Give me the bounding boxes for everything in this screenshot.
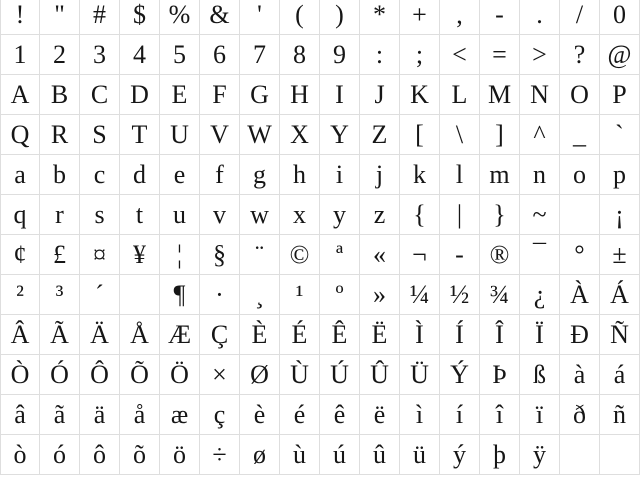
glyph-cell[interactable]: y [320,195,360,235]
glyph-cell[interactable]: & [200,0,240,35]
glyph-cell[interactable]: 8 [280,35,320,75]
glyph-cell[interactable]: " [40,0,80,35]
glyph-cell[interactable]: ù [280,435,320,475]
glyph-cell[interactable]: V [200,115,240,155]
glyph-cell[interactable] [560,435,600,475]
glyph-cell[interactable]: È [240,315,280,355]
glyph-cell[interactable]: r [40,195,80,235]
glyph-cell[interactable]: ± [600,235,640,275]
glyph-cell[interactable]: é [280,395,320,435]
glyph-cell[interactable]: ^ [520,115,560,155]
glyph-cell[interactable]: × [200,355,240,395]
glyph-cell[interactable]: É [280,315,320,355]
glyph-cell[interactable]: ® [480,235,520,275]
glyph-cell[interactable]: = [480,35,520,75]
glyph-cell[interactable]: h [280,155,320,195]
glyph-cell[interactable]: p [600,155,640,195]
glyph-cell[interactable]: ä [80,395,120,435]
glyph-cell[interactable]: Ò [0,355,40,395]
glyph-cell[interactable]: m [480,155,520,195]
glyph-cell[interactable]: ( [280,0,320,35]
glyph-cell[interactable]: ³ [40,275,80,315]
glyph-cell[interactable]: H [280,75,320,115]
glyph-cell[interactable]: 5 [160,35,200,75]
glyph-cell[interactable]: © [280,235,320,275]
glyph-cell[interactable]: Ô [80,355,120,395]
glyph-cell[interactable]: ¾ [480,275,520,315]
glyph-cell[interactable]: 3 [80,35,120,75]
glyph-cell[interactable]: > [520,35,560,75]
glyph-cell[interactable]: : [360,35,400,75]
glyph-cell[interactable]: ] [480,115,520,155]
glyph-cell[interactable]: # [80,0,120,35]
glyph-cell[interactable]: â [0,395,40,435]
glyph-cell[interactable]: ã [40,395,80,435]
glyph-cell[interactable]: Æ [160,315,200,355]
glyph-cell[interactable]: Î [480,315,520,355]
glyph-row [0,115,640,155]
glyph-cell[interactable]: Y [320,115,360,155]
glyph-row [0,0,640,35]
glyph-cell[interactable]: * [360,0,400,35]
glyph-cell[interactable]: W [240,115,280,155]
glyph-cell[interactable]: + [400,0,440,35]
glyph-cell[interactable]: ê [320,395,360,435]
glyph-row [0,75,640,115]
glyph-cell[interactable]: { [400,195,440,235]
glyph-cell[interactable]: Ä [80,315,120,355]
glyph-cell[interactable]: l [440,155,480,195]
glyph-cell[interactable]: R [40,115,80,155]
glyph-row [0,315,640,355]
glyph-cell[interactable]: Ó [40,355,80,395]
glyph-cell[interactable]: Û [360,355,400,395]
glyph-cell[interactable]: Ø [240,355,280,395]
glyph-cell[interactable]: ò [0,435,40,475]
glyph-cell[interactable]: S [80,115,120,155]
glyph-cell[interactable]: d [120,155,160,195]
glyph-cell[interactable]: ¦ [160,235,200,275]
glyph-cell[interactable]: Ð [560,315,600,355]
glyph-cell[interactable]: M [480,75,520,115]
glyph-cell[interactable]: ¸ [240,275,280,315]
glyph-cell[interactable]: . [520,0,560,35]
glyph-cell[interactable]: ¤ [80,235,120,275]
glyph-cell[interactable]: ¶ [160,275,200,315]
glyph-cell[interactable]: ô [80,435,120,475]
glyph-cell[interactable]: ü [400,435,440,475]
glyph-cell[interactable]: ÷ [200,435,240,475]
glyph-cell[interactable]: ñ [600,395,640,435]
glyph-cell[interactable]: K [400,75,440,115]
glyph-row [0,395,640,435]
glyph-cell[interactable]: · [200,275,240,315]
glyph-cell[interactable]: À [560,275,600,315]
glyph-cell[interactable]: Ö [160,355,200,395]
glyph-cell[interactable]: P [600,75,640,115]
glyph-cell[interactable]: w [240,195,280,235]
glyph-cell[interactable]: ö [160,435,200,475]
glyph-cell[interactable]: E [160,75,200,115]
glyph-cell[interactable]: t [120,195,160,235]
glyph-cell[interactable]: a [0,155,40,195]
glyph-cell[interactable]: X [280,115,320,155]
glyph-row [0,35,640,75]
glyph-cell[interactable]: è [240,395,280,435]
glyph-row [0,435,640,475]
glyph-cell[interactable]: ª [320,235,360,275]
glyph-cell[interactable]: _ [560,115,600,155]
glyph-cell[interactable]: Õ [120,355,160,395]
glyph-cell[interactable]: o [560,155,600,195]
glyph-cell[interactable]: Í [440,315,480,355]
glyph-cell[interactable]: ! [0,0,40,35]
glyph-cell[interactable]: ï [520,395,560,435]
glyph-cell[interactable] [600,435,640,475]
glyph-cell[interactable]: Ç [200,315,240,355]
glyph-cell[interactable]: á [600,355,640,395]
glyph-cell[interactable]: I [320,75,360,115]
glyph-cell[interactable]: ç [200,395,240,435]
glyph-cell[interactable]: ~ [520,195,560,235]
glyph-cell[interactable]: Â [0,315,40,355]
glyph-cell[interactable]: ß [520,355,560,395]
glyph-cell[interactable]: ` [600,115,640,155]
glyph-row [0,195,640,235]
glyph-cell[interactable] [560,195,600,235]
glyph-cell[interactable]: A [0,75,40,115]
glyph-cell[interactable]: , [440,0,480,35]
glyph-cell[interactable]: ¨ [240,235,280,275]
glyph-cell[interactable]: Q [0,115,40,155]
glyph-cell[interactable]: ÿ [520,435,560,475]
glyph-cell[interactable]: Ë [360,315,400,355]
glyph-cell[interactable]: ´ [80,275,120,315]
glyph-cell[interactable]: - [440,235,480,275]
glyph-cell[interactable]: - [480,0,520,35]
glyph-cell[interactable]: ú [320,435,360,475]
glyph-cell[interactable]: û [360,435,400,475]
glyph-cell[interactable]: N [520,75,560,115]
glyph-cell[interactable]: x [280,195,320,235]
glyph-cell[interactable]: ? [560,35,600,75]
glyph-cell[interactable]: 4 [120,35,160,75]
glyph-cell[interactable]: c [80,155,120,195]
glyph-cell[interactable]: F [200,75,240,115]
glyph-cell[interactable]: i [320,155,360,195]
glyph-cell[interactable]: ¿ [520,275,560,315]
glyph-cell[interactable]: D [120,75,160,115]
glyph-cell[interactable]: B [40,75,80,115]
glyph-cell[interactable]: Ý [440,355,480,395]
glyph-cell[interactable]: ² [0,275,40,315]
glyph-cell[interactable]: b [40,155,80,195]
glyph-cell[interactable]: ó [40,435,80,475]
glyph-cell[interactable]: J [360,75,400,115]
glyph-cell[interactable]: ¡ [600,195,640,235]
glyph-cell[interactable]: ½ [440,275,480,315]
glyph-cell[interactable] [120,275,160,315]
glyph-cell[interactable]: ë [360,395,400,435]
glyph-cell[interactable]: Ú [320,355,360,395]
glyph-cell[interactable]: Ã [40,315,80,355]
glyph-cell[interactable]: G [240,75,280,115]
glyph-cell[interactable]: å [120,395,160,435]
glyph-cell[interactable]: » [360,275,400,315]
glyph-cell[interactable]: ¹ [280,275,320,315]
glyph-cell[interactable]: 9 [320,35,360,75]
glyph-cell[interactable]: í [440,395,480,435]
glyph-cell[interactable]: U [160,115,200,155]
glyph-cell[interactable]: n [520,155,560,195]
glyph-cell[interactable]: k [400,155,440,195]
glyph-row [0,155,640,195]
glyph-row [0,235,640,275]
glyph-cell[interactable]: u [160,195,200,235]
glyph-cell[interactable]: < [440,35,480,75]
glyph-cell[interactable]: Ì [400,315,440,355]
glyph-cell[interactable]: ý [440,435,480,475]
glyph-cell[interactable]: « [360,235,400,275]
glyph-cell[interactable]: ¬ [400,235,440,275]
glyph-cell[interactable]: õ [120,435,160,475]
glyph-cell[interactable]: ¼ [400,275,440,315]
glyph-cell[interactable]: O [560,75,600,115]
glyph-cell[interactable]: 1 [0,35,40,75]
glyph-cell[interactable]: Ü [400,355,440,395]
glyph-cell[interactable]: $ [120,0,160,35]
glyph-cell[interactable]: j [360,155,400,195]
glyph-cell[interactable]: } [480,195,520,235]
glyph-cell[interactable]: ð [560,395,600,435]
glyph-cell[interactable]: 2 [40,35,80,75]
glyph-cell[interactable]: q [0,195,40,235]
glyph-cell[interactable]: ; [400,35,440,75]
glyph-cell[interactable]: g [240,155,280,195]
glyph-cell[interactable]: / [560,0,600,35]
glyph-cell[interactable]: [ [400,115,440,155]
glyph-cell[interactable]: f [200,155,240,195]
glyph-cell[interactable]: ) [320,0,360,35]
glyph-cell[interactable]: ¢ [0,235,40,275]
glyph-cell[interactable]: | [440,195,480,235]
glyph-cell[interactable]: Ï [520,315,560,355]
glyph-row [0,275,640,315]
glyph-cell[interactable]: ' [240,0,280,35]
glyph-cell[interactable]: ¥ [120,235,160,275]
glyph-cell[interactable]: @ [600,35,640,75]
glyph-cell[interactable]: L [440,75,480,115]
glyph-cell[interactable]: T [120,115,160,155]
glyph-cell[interactable]: Z [360,115,400,155]
glyph-cell[interactable]: î [480,395,520,435]
glyph-cell[interactable]: z [360,195,400,235]
glyph-cell[interactable]: º [320,275,360,315]
glyph-cell[interactable]: Þ [480,355,520,395]
glyph-cell[interactable]: Á [600,275,640,315]
glyph-cell[interactable]: Ñ [600,315,640,355]
glyph-cell[interactable]: 0 [600,0,640,35]
glyph-cell[interactable]: v [200,195,240,235]
glyph-cell[interactable]: 6 [200,35,240,75]
glyph-cell[interactable]: þ [480,435,520,475]
glyph-cell[interactable]: 7 [240,35,280,75]
glyph-cell[interactable]: % [160,0,200,35]
glyph-cell[interactable]: ì [400,395,440,435]
glyph-cell[interactable]: ø [240,435,280,475]
glyph-cell[interactable]: ° [560,235,600,275]
glyph-cell[interactable]: \ [440,115,480,155]
glyph-cell[interactable]: à [560,355,600,395]
glyph-cell[interactable]: £ [40,235,80,275]
glyph-cell[interactable]: ¯ [520,235,560,275]
glyph-cell[interactable]: § [200,235,240,275]
glyph-cell[interactable]: Ù [280,355,320,395]
glyph-cell[interactable]: æ [160,395,200,435]
glyph-cell[interactable]: Å [120,315,160,355]
glyph-row [0,355,640,395]
glyph-cell[interactable]: Ê [320,315,360,355]
glyph-cell[interactable]: C [80,75,120,115]
glyph-cell[interactable]: e [160,155,200,195]
glyph-cell[interactable]: s [80,195,120,235]
